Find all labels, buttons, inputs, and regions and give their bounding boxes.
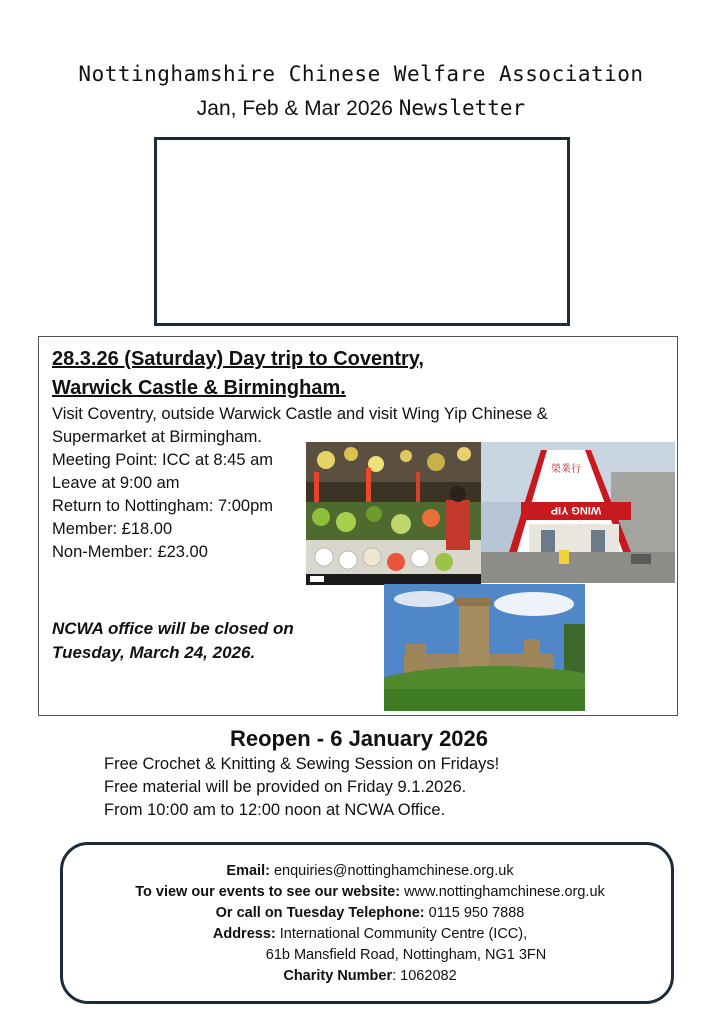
office-closed-notice <box>52 617 372 665</box>
warwick-castle-photo <box>384 584 585 711</box>
contact-phone <box>63 903 677 923</box>
office-closed-line2: Tuesday, March 24, 2026. <box>52 643 256 662</box>
newsletter-word: Newsletter <box>398 96 526 120</box>
event-heading-line2: Warwick Castle & Birmingham. <box>52 377 346 399</box>
image-placeholder-frame <box>154 137 570 326</box>
newsletter-period: Jan, Feb & Mar 2026 <box>196 97 393 120</box>
newsletter-subtitle <box>0 96 722 121</box>
reopen-title: Reopen - 6 January 2026 <box>230 726 489 751</box>
website-label: To view our events to see our website: <box>135 884 401 900</box>
charity-label: Charity Number <box>283 968 393 984</box>
event-detail-nonmember-price: Non-Member: £23.00 <box>52 543 208 561</box>
reopen-line-material: Free material will be provided on Friday 9.1.2026. <box>104 778 467 796</box>
event-detail-leave: Leave at 9:00 am <box>52 474 180 492</box>
org-title: Nottinghamshire Chinese Welfare Association <box>78 62 644 86</box>
contact-email <box>63 861 677 881</box>
charity-value: : 1062082 <box>392 968 457 984</box>
contact-address-line2: 61b Mansfield Road, Nottingham, NG1 3FN <box>265 947 547 963</box>
store-sign-chinese: 榮業行 <box>551 464 581 475</box>
website-value[interactable]: www.nottinghamchinese.org.uk <box>400 884 605 900</box>
event-details <box>52 426 312 564</box>
reopen-line-session: Free Crochet & Knitting & Sewing Session on Fridays! <box>104 755 500 773</box>
contact-website <box>63 882 677 902</box>
event-description <box>52 403 672 426</box>
event-description-line2: Supermarket at Birmingham. <box>52 428 262 446</box>
phone-label: Or call on Tuesday Telephone: <box>215 905 425 921</box>
reopen-details <box>104 753 624 822</box>
email-value[interactable]: enquiries@nottinghamchinese.org.uk <box>269 863 514 879</box>
contact-address <box>63 924 677 944</box>
email-label: Email: <box>226 863 270 879</box>
event-heading <box>52 345 652 403</box>
market-stall-photo <box>306 442 481 585</box>
event-description-line1: Visit Coventry, outside Warwick Castle and visit Wing Yip Chinese & <box>52 405 548 423</box>
wing-yip-store-photo <box>481 442 675 583</box>
address-label: Address: <box>212 926 276 942</box>
office-closed-line1: NCWA office will be closed on <box>52 619 294 638</box>
event-detail-return: Return to Nottingham: 7:00pm <box>52 497 274 515</box>
store-sign-text: WING YIP <box>550 504 602 516</box>
reopen-line-time: From 10:00 am to 12:00 noon at NCWA Office. <box>104 801 446 819</box>
event-detail-meeting: Meeting Point: ICC at 8:45 am <box>52 451 274 469</box>
contact-info-box <box>60 842 674 1004</box>
contact-charity <box>63 966 677 986</box>
phone-value: 0115 950 7888 <box>424 905 525 921</box>
address-value: International Community Centre (ICC), <box>275 926 528 942</box>
event-detail-member-price: Member: £18.00 <box>52 520 173 538</box>
event-heading-line1: 28.3.26 (Saturday) Day trip to Coventry, <box>52 348 424 370</box>
